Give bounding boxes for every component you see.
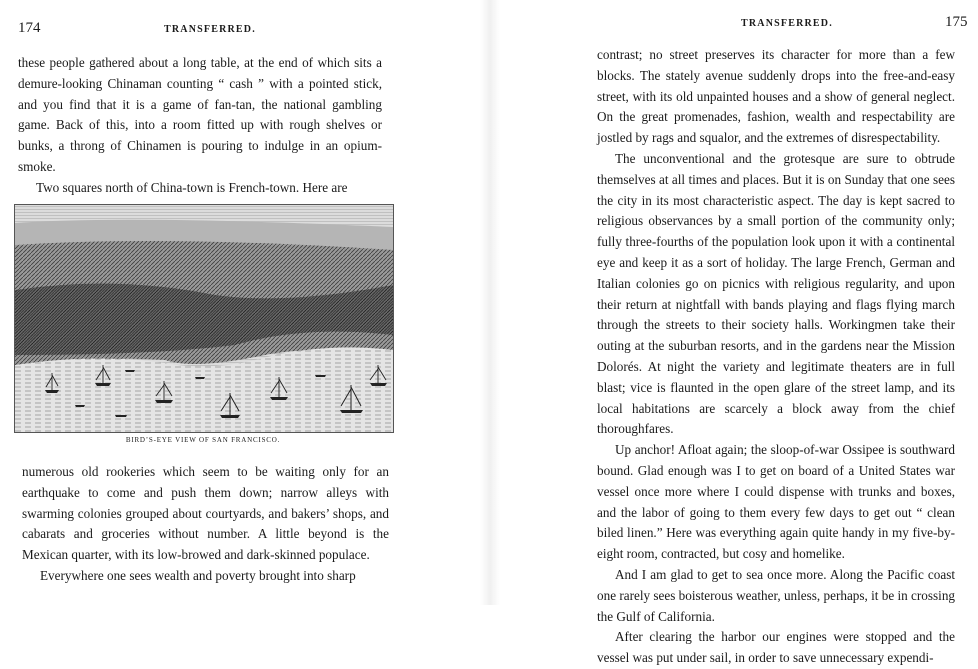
paragraph: numerous old rookeries which seem to be waiting only for an earthquake to come and push them down; narrow alleys with swarming colonies grouped about courtyards, and bakers’ shops, and cabarats and groceries without number. A little beyond is the Mexican quarter, with its low-browed and dark-skinned populace. [22,464,389,563]
right-page-number: 175 [945,14,968,30]
left-page [0,0,489,605]
paragraph: these people gathered about a long table, at the end of which sits a demure-looking Chinaman counting “ cash ” with a pointed stick, and you find that it is a game of fan-tan, the national gambling game. Back of this, into a room fitted up with rough shelves or bunks, a throng of Chinamen is pouring to indulge in an opium-smoke. [18,55,382,174]
paragraph: Everywhere one sees wealth and poverty brought into sharp [40,567,356,583]
paragraph: Two squares north of China-town is French-town. Here are [36,179,348,195]
right-page [489,0,978,666]
left-running-head: TRANSFERRED. [164,24,256,35]
figure-engraving-san-francisco [14,204,394,433]
left-page-number: 174 [18,20,41,36]
paragraph: And I am glad to get to sea once more. Along the Pacific coast one rarely sees boisterous weather, unless, perhaps, it be in crossing the Gulf of California. [597,566,956,624]
right-text [597,45,955,669]
paragraph: contrast; no street preserves its character for more than a few blocks. The stately avenue suddenly drops into the free-and-easy street, with its old unpainted houses and a show of general neglect. On the great promenades, fashion, wealth and respectability are jostled by rags and squalor, and the extremes of disrespectability. [597,47,955,146]
engraving-illustration [15,205,393,432]
paragraph: The unconventional and the grotesque are sure to obtrude themselves at all times and places. But it is on Sunday that one sees the city in its most characteristic aspect. The day is kept sacred to religious observances by a small portion of the community only; fully three-fourths of the population look upon it with a continental eye and keep it as a sort of holiday. The large French, German and Italian colonies go on picnics with religious regularity, and upon their return at nightfall with bands playing and flags flying march through the streets to their society halls. Workingmen take their outing at the suburban resorts, and in the gardens near the Mission Dolorés. At night the variety and legitimate theaters are in full blast; vice is flaunted in the open glare of the street lamp, and its local habitations are scarcely a block away from the chief thoroughfares. [597,150,955,437]
paragraph: After clearing the harbor our engines were stopped and the vessel was put under sail, in order to save unnecessary expendi- [597,629,955,666]
left-text-top [18,53,382,199]
figure-caption: BIRD’S-EYE VIEW OF SAN FRANCISCO. [125,436,281,444]
right-running-head: TRANSFERRED. [741,18,833,29]
paragraph: Up anchor! Afloat again; the sloop-of-war Ossipee is southward bound. Glad enough was I to get on board of a United States war vessel once more where I could dispense with trunks and boxes, and the labor of going to them every few days to get out “ clean biled linen.” Here was everything again quite handy in my five-by-eight room, contracted, but cosy and homelike. [597,442,955,562]
left-text-bottom [22,462,389,587]
